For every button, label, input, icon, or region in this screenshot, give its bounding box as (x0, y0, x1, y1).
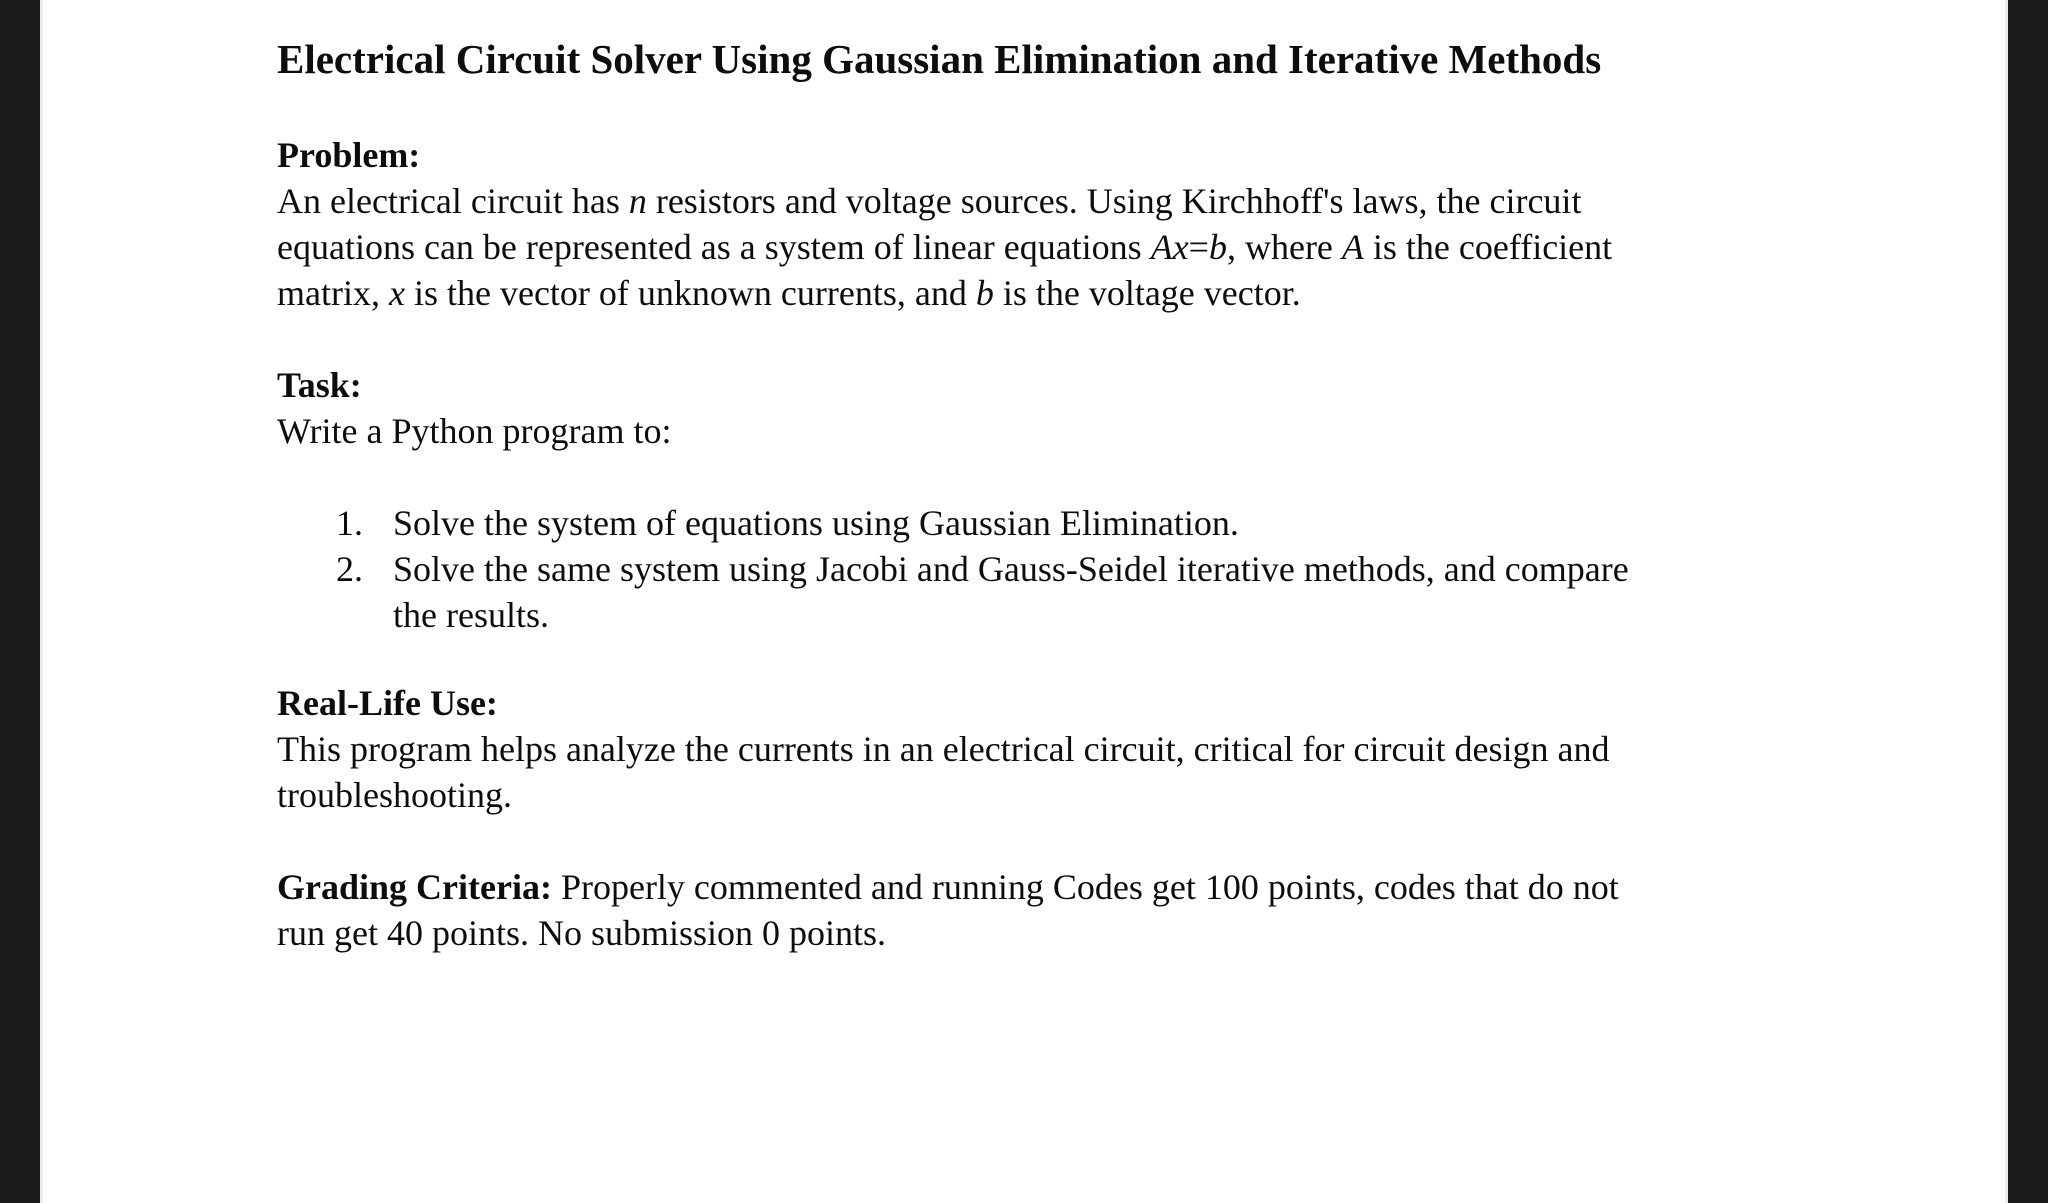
task-intro (277, 408, 1772, 454)
list-item (277, 546, 1772, 638)
text-line: the results. (393, 595, 549, 635)
text-line: Write a Python program to: (277, 411, 672, 451)
text-line: Grading Criteria: Properly commented and running Codes get 100 points, codes that do not (277, 867, 1619, 907)
list-item-number: 1. (336, 503, 363, 543)
task-heading: Task: (277, 365, 362, 405)
list-item-number: 2. (336, 549, 363, 589)
document-page (43, 0, 2005, 1203)
real-life-use-paragraph (277, 726, 1772, 818)
text-line: matrix, x is the vector of unknown currents, and b is the voltage vector. (277, 273, 1301, 313)
real-life-use-heading: Real-Life Use: (277, 683, 498, 723)
text-line: run get 40 points. No submission 0 points. (277, 913, 887, 953)
text-line: An electrical circuit has n resistors and voltage sources. Using Kirchhoff's laws, the circuit (277, 181, 1582, 221)
text-line: Solve the same system using Jacobi and Gauss-Seidel iterative methods, and compare (393, 549, 1629, 589)
task-list (277, 500, 1772, 638)
grading-criteria-paragraph (277, 864, 1772, 956)
section-task (277, 362, 1772, 638)
section-real-life-use (277, 680, 1772, 818)
letterbox-left (0, 0, 40, 1203)
section-grading-criteria (277, 864, 1772, 956)
letterbox-right (2008, 0, 2048, 1203)
problem-heading: Problem: (277, 135, 421, 175)
problem-paragraph (277, 178, 1772, 316)
list-item-text (393, 500, 1772, 546)
text-line: troubleshooting. (277, 775, 512, 815)
text-line: Solve the system of equations using Gaussian Elimination. (393, 503, 1239, 543)
section-problem (277, 132, 1772, 316)
document-title: Electrical Circuit Solver Using Gaussian Elimination and Iterative Methods (277, 36, 1602, 82)
text-line: equations can be represented as a system of linear equations Ax=b, where A is the coefficient (277, 227, 1613, 267)
list-item (277, 500, 1772, 546)
text-line: This program helps analyze the currents in an electrical circuit, critical for circuit design and (277, 729, 1610, 769)
list-item-text (393, 546, 1772, 638)
